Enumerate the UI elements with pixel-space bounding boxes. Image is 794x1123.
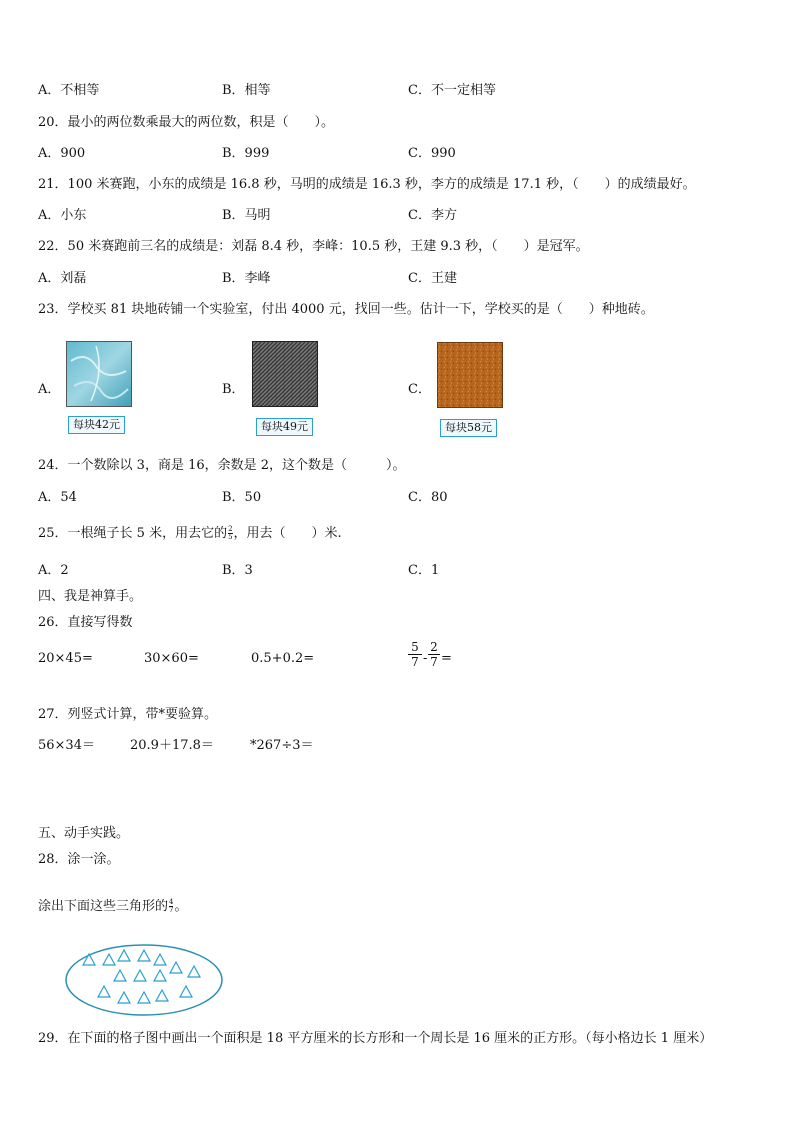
herringbone-tile-image[interactable] — [252, 341, 318, 407]
q26-fraction-a-numerator: 5 — [411, 640, 419, 654]
q19-option-a[interactable]: A．不相等 — [38, 83, 100, 98]
triangles-oval-diagram — [64, 942, 224, 1018]
q27-item-2: 20.9＋17.8＝ — [130, 738, 214, 753]
q22-option-b[interactable]: B．李峰 — [222, 271, 271, 286]
q25-fraction-denominator: 5 — [228, 533, 233, 541]
triangle[interactable] — [138, 950, 150, 961]
q21-stem: 21．100 米赛跑，小东的成绩是 16.8 秒，马明的成绩是 16.3 秒，李方的成绩是 17.1 秒，（ ）的成绩最好。 — [38, 177, 696, 192]
triangle[interactable] — [118, 950, 130, 961]
q29-stem: 29．在下面的格子图中画出一个面积是 18 平方厘米的长方形和一个周长是 16 厘米的正方形。（每小格边长 1 厘米） — [38, 1031, 713, 1046]
q25-option-a[interactable]: A．2 — [38, 563, 69, 578]
q27-item-1: 56×34＝ — [38, 738, 95, 753]
triangles-group — [83, 950, 200, 1003]
q19-option-b[interactable]: B．相等 — [222, 83, 271, 98]
q28-instruction-before: 涂出下面这些三角形的 — [38, 899, 169, 914]
q28-instruction — [38, 899, 188, 915]
q21-option-a[interactable]: A．小东 — [38, 208, 87, 223]
q25-option-b[interactable]: B．3 — [222, 563, 253, 578]
q22-stem: 22．50 米赛跑前三名的成绩是：刘磊 8.4 秒，李峰：10.5 秒，王建 9.3 秒，（ ）是冠军。 — [38, 239, 589, 254]
q23-option-a-letter[interactable]: A． — [38, 382, 61, 397]
triangle[interactable] — [154, 954, 166, 965]
triangle[interactable] — [180, 986, 192, 997]
q26-fraction-a — [408, 640, 422, 669]
q25-stem — [38, 526, 342, 542]
q27-item-3: *267÷3＝ — [250, 738, 314, 753]
q26-minus-sign: - — [423, 651, 428, 666]
triangle[interactable] — [103, 954, 115, 965]
q26-fraction-a-denominator: 7 — [408, 654, 422, 669]
q26-equals-sign: = — [441, 651, 452, 666]
q28-fraction-numerator: 4 — [169, 898, 174, 906]
q25-stem-before: 25．一根绳子长 5 米，用去它的 — [38, 526, 228, 541]
q26-fraction-b — [428, 640, 440, 669]
q27-title: 27．列竖式计算，带*要验算。 — [38, 707, 218, 722]
section-5-heading: 五、动手实践。 — [38, 826, 130, 841]
triangle[interactable] — [134, 970, 146, 981]
q20-option-a[interactable]: A．900 — [38, 146, 86, 161]
triangle[interactable] — [98, 986, 110, 997]
q23-option-c-price: 每块58元 — [440, 419, 497, 437]
q20-option-c[interactable]: C．990 — [408, 146, 456, 161]
q26-item-1: 20×45= — [38, 651, 93, 666]
q26-title: 26．直接写得数 — [38, 615, 133, 630]
brown-cork-tile-image[interactable] — [437, 342, 503, 408]
q22-option-c[interactable]: C．王建 — [408, 271, 457, 286]
q28-instruction-after: 。 — [174, 899, 188, 914]
triangle[interactable] — [154, 970, 166, 981]
q23-option-c-letter[interactable]: C． — [408, 382, 431, 397]
triangle[interactable] — [156, 990, 168, 1001]
triangle[interactable] — [188, 966, 200, 977]
q26-item-3: 0.5+0.2= — [251, 651, 315, 666]
q19-option-c[interactable]: C．不一定相等 — [408, 83, 496, 98]
q23-option-b-letter[interactable]: B． — [222, 382, 245, 397]
q24-option-c[interactable]: C．80 — [408, 490, 448, 505]
q24-option-b[interactable]: B．50 — [222, 490, 262, 505]
q20-stem: 20．最小的两位数乘最大的两位数，积是（ ）。 — [38, 115, 335, 130]
q28-fraction-denominator: 7 — [169, 906, 174, 914]
q23-option-b-price: 每块49元 — [256, 418, 313, 436]
q22-option-a[interactable]: A．刘磊 — [38, 271, 87, 286]
blue-marble-tile-image[interactable] — [66, 341, 132, 407]
q25-fraction — [228, 526, 232, 541]
q21-option-b[interactable]: B．马明 — [222, 208, 271, 223]
q21-option-c[interactable]: C．李方 — [408, 208, 457, 223]
triangle[interactable] — [170, 962, 182, 973]
q23-option-a-price: 每块42元 — [68, 416, 125, 434]
q28-title: 28．涂一涂。 — [38, 852, 120, 867]
q28-fraction — [169, 899, 173, 914]
q25-option-c[interactable]: C．1 — [408, 563, 440, 578]
q24-option-a[interactable]: A．54 — [38, 490, 77, 505]
triangle[interactable] — [118, 992, 130, 1003]
triangle[interactable] — [114, 970, 126, 981]
triangle[interactable] — [138, 992, 150, 1003]
section-4-heading: 四、我是神算手。 — [38, 589, 143, 604]
q26-item-2: 30×60= — [144, 651, 199, 666]
q26-fraction-b-denominator: 7 — [428, 654, 440, 669]
q26-fraction-b-numerator: 2 — [430, 640, 438, 654]
q20-option-b[interactable]: B．999 — [222, 146, 270, 161]
q25-fraction-numerator: 2 — [228, 525, 233, 533]
q25-stem-after: ，用去（ ）米. — [233, 526, 342, 541]
q24-stem: 24．一个数除以 3，商是 16，余数是 2，这个数是（ ）。 — [38, 458, 406, 473]
q23-stem: 23．学校买 81 块地砖铺一个实验室，付出 4000 元，找回一些。估计一下，学校买的是（ ）种地砖。 — [38, 302, 654, 317]
